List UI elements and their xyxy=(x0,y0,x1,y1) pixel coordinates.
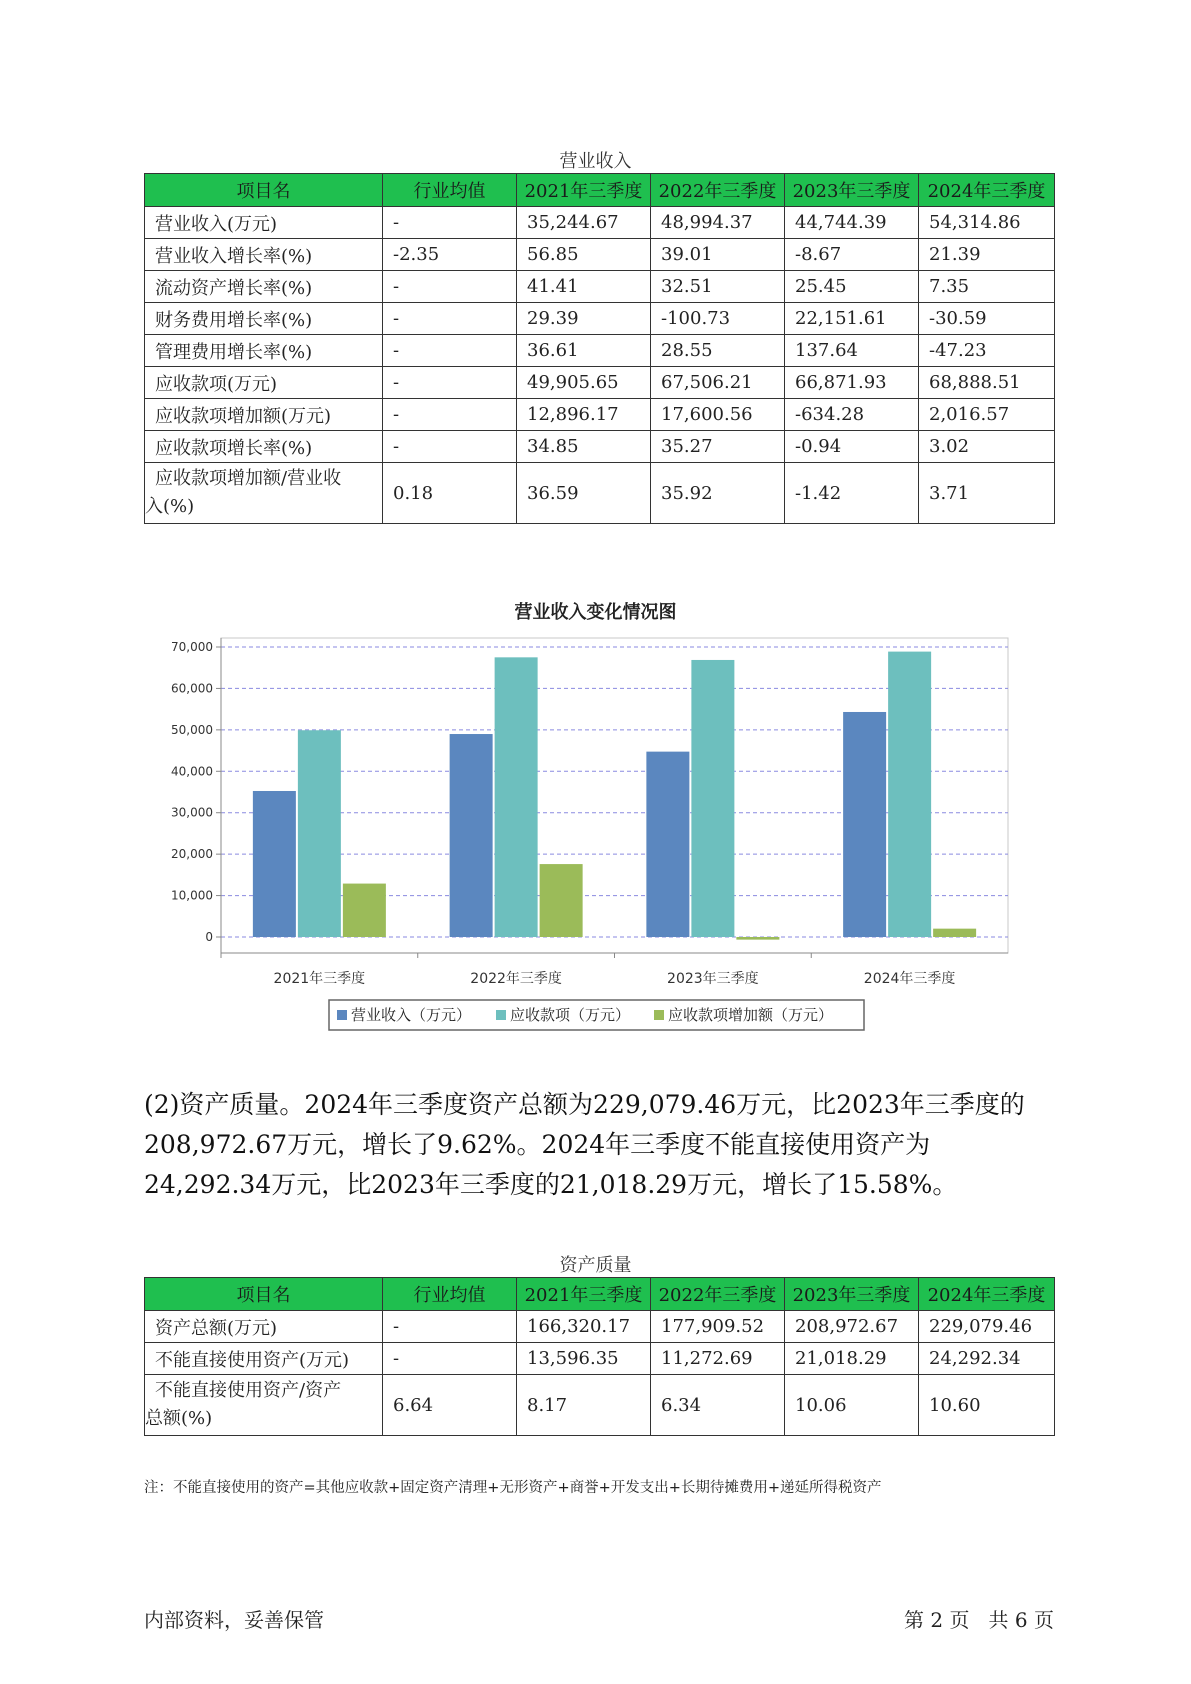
note-text: 注：不能直接使用的资产=其他应收款+固定资产清理+无形资产+商誉+开发支出+长期待摊费用+递延所得税资产 xyxy=(144,1480,882,1496)
value-cell: - xyxy=(383,367,517,399)
row-label-cell: 应收款项增加额(万元) xyxy=(145,399,383,431)
value-cell: 28.55 xyxy=(651,335,785,367)
asset-quality-paragraph: (2)资产质量。2024年三季度资产总额为229,079.46万元，比2023年三季度的208,972.67万元，增长了9.62%。2024年三季度不能直接使用资产为24,292.34万元，比2023年三季度的21,018.29万元，增长了15.58%。 xyxy=(144,1090,1025,1199)
value-cell: 34.85 xyxy=(517,431,651,463)
row-label-cell: 管理费用增长率(%) xyxy=(145,335,383,367)
value-cell: 177,909.52 xyxy=(651,1311,785,1343)
asset-quality-table xyxy=(144,1277,1055,1436)
table-row xyxy=(145,1343,1055,1375)
value-cell: 54,314.86 xyxy=(919,207,1055,239)
value-cell: 21,018.29 xyxy=(785,1343,919,1375)
row-label-line: 应收款项增加额/营业收 xyxy=(155,468,342,489)
row-label-cell: 资产总额(万元) xyxy=(145,1311,383,1343)
header-cell: 2024年三季度 xyxy=(919,174,1055,207)
value-cell: 35.92 xyxy=(651,463,785,524)
table1-caption: 营业收入 xyxy=(559,151,632,172)
table2-caption: 资产质量 xyxy=(559,1255,632,1276)
x-tick-label: 2024年三季度 xyxy=(863,971,956,987)
value-cell: - xyxy=(383,399,517,431)
value-cell: 2,016.57 xyxy=(919,399,1055,431)
value-cell: 208,972.67 xyxy=(785,1311,919,1343)
value-cell: 44,744.39 xyxy=(785,207,919,239)
bar xyxy=(933,929,976,937)
page-number: 第 2 页 共 6 页 xyxy=(904,1608,1054,1632)
value-cell: - xyxy=(383,207,517,239)
legend-swatch xyxy=(496,1010,506,1020)
value-cell: 21.39 xyxy=(919,239,1055,271)
header-cell: 2022年三季度 xyxy=(651,1278,785,1311)
row-label-cell: 营业收入增长率(%) xyxy=(145,239,383,271)
value-cell: 17,600.56 xyxy=(651,399,785,431)
value-cell: 11,272.69 xyxy=(651,1343,785,1375)
value-cell: - xyxy=(383,303,517,335)
value-cell: 13,596.35 xyxy=(517,1343,651,1375)
value-cell: -634.28 xyxy=(785,399,919,431)
x-tick-label: 2021年三季度 xyxy=(273,971,366,987)
value-cell: -1.42 xyxy=(785,463,919,524)
legend-label: 应收款项（万元） xyxy=(510,1006,631,1024)
row-label-line: 不能直接使用资产/资产 xyxy=(155,1380,342,1401)
value-cell: 3.71 xyxy=(919,463,1055,524)
value-cell: 67,506.21 xyxy=(651,367,785,399)
value-cell: 41.41 xyxy=(517,271,651,303)
value-cell: 12,896.17 xyxy=(517,399,651,431)
bar xyxy=(343,884,386,937)
row-label-line: 总额(%) xyxy=(145,1408,213,1429)
value-cell: 66,871.93 xyxy=(785,367,919,399)
bar xyxy=(843,712,886,937)
value-cell: 35.27 xyxy=(651,431,785,463)
value-cell: 36.59 xyxy=(517,463,651,524)
row-label-cell: 不能直接使用资产(万元) xyxy=(145,1343,383,1375)
value-cell: 32.51 xyxy=(651,271,785,303)
y-tick-label: 70,000 xyxy=(171,640,213,654)
value-cell: 68,888.51 xyxy=(919,367,1055,399)
y-tick-label: 10,000 xyxy=(171,888,213,903)
value-cell: 10.60 xyxy=(919,1375,1055,1436)
value-cell: 3.02 xyxy=(919,431,1055,463)
header-cell: 2023年三季度 xyxy=(785,174,919,207)
row-label-cell: 应收款项(万元) xyxy=(145,367,383,399)
value-cell: 25.45 xyxy=(785,271,919,303)
value-cell: 39.01 xyxy=(651,239,785,271)
value-cell: 35,244.67 xyxy=(517,207,651,239)
legend-swatch xyxy=(654,1010,664,1020)
table-header-row xyxy=(145,1278,1055,1311)
value-cell: 229,079.46 xyxy=(919,1311,1055,1343)
row-label-cell: 流动资产增长率(%) xyxy=(145,271,383,303)
y-tick-label: 50,000 xyxy=(171,722,213,737)
bar xyxy=(495,657,538,937)
table-row xyxy=(145,1375,1055,1436)
header-cell: 行业均值 xyxy=(383,174,517,207)
header-cell: 2022年三季度 xyxy=(651,174,785,207)
legend-label: 应收款项增加额（万元） xyxy=(668,1006,834,1024)
header-cell: 项目名 xyxy=(145,1278,383,1311)
x-tick-label: 2023年三季度 xyxy=(667,971,759,987)
bar xyxy=(646,752,689,937)
bar xyxy=(540,864,583,937)
value-cell: 10.06 xyxy=(785,1375,919,1436)
value-cell: 6.34 xyxy=(651,1375,785,1436)
x-tick-label: 2022年三季度 xyxy=(470,971,562,987)
row-label-cell: 财务费用增长率(%) xyxy=(145,303,383,335)
value-cell: 7.35 xyxy=(919,271,1055,303)
bar xyxy=(298,730,341,937)
value-cell: 166,320.17 xyxy=(517,1311,651,1343)
y-tick-label: 20,000 xyxy=(171,847,213,862)
y-tick-label: 30,000 xyxy=(171,805,213,820)
value-cell: 49,905.65 xyxy=(517,367,651,399)
value-cell: 6.64 xyxy=(383,1375,517,1436)
y-tick-label: 40,000 xyxy=(171,764,213,779)
value-cell: 29.39 xyxy=(517,303,651,335)
value-cell: -100.73 xyxy=(651,303,785,335)
legend-swatch xyxy=(337,1010,347,1020)
value-cell: - xyxy=(383,1311,517,1343)
legend-label: 营业收入（万元） xyxy=(351,1006,472,1024)
bar xyxy=(450,734,493,937)
value-cell: -47.23 xyxy=(919,335,1055,367)
value-cell: 0.18 xyxy=(383,463,517,524)
row-label-cell: 应收款项增长率(%) xyxy=(145,431,383,463)
header-cell: 2023年三季度 xyxy=(785,1278,919,1311)
value-cell: - xyxy=(383,1343,517,1375)
bar xyxy=(691,660,734,937)
bar xyxy=(888,652,931,937)
value-cell: - xyxy=(383,271,517,303)
chart-title: 营业收入变化情况图 xyxy=(514,602,677,623)
y-tick-label: 60,000 xyxy=(171,681,213,696)
header-cell: 行业均值 xyxy=(383,1278,517,1311)
value-cell: -8.67 xyxy=(785,239,919,271)
value-cell: 137.64 xyxy=(785,335,919,367)
value-cell: 8.17 xyxy=(517,1375,651,1436)
row-label-cell xyxy=(145,1375,383,1436)
value-cell: - xyxy=(383,431,517,463)
header-cell: 项目名 xyxy=(145,174,383,207)
value-cell: - xyxy=(383,335,517,367)
header-cell: 2021年三季度 xyxy=(517,174,651,207)
value-cell: -2.35 xyxy=(383,239,517,271)
footer-confidential: 内部资料，妥善保管 xyxy=(144,1608,324,1632)
bar xyxy=(253,791,296,937)
row-label-cell: 营业收入(万元) xyxy=(145,207,383,239)
value-cell: -30.59 xyxy=(919,303,1055,335)
table-row xyxy=(145,1311,1055,1343)
header-cell: 2024年三季度 xyxy=(919,1278,1055,1311)
value-cell: 56.85 xyxy=(517,239,651,271)
bar xyxy=(736,937,779,940)
header-cell: 2021年三季度 xyxy=(517,1278,651,1311)
value-cell: 22,151.61 xyxy=(785,303,919,335)
value-cell: -0.94 xyxy=(785,431,919,463)
y-tick-label: 0 xyxy=(205,930,213,944)
value-cell: 48,994.37 xyxy=(651,207,785,239)
value-cell: 36.61 xyxy=(517,335,651,367)
row-label-line: 入(%) xyxy=(145,496,195,517)
value-cell: 24,292.34 xyxy=(919,1343,1055,1375)
